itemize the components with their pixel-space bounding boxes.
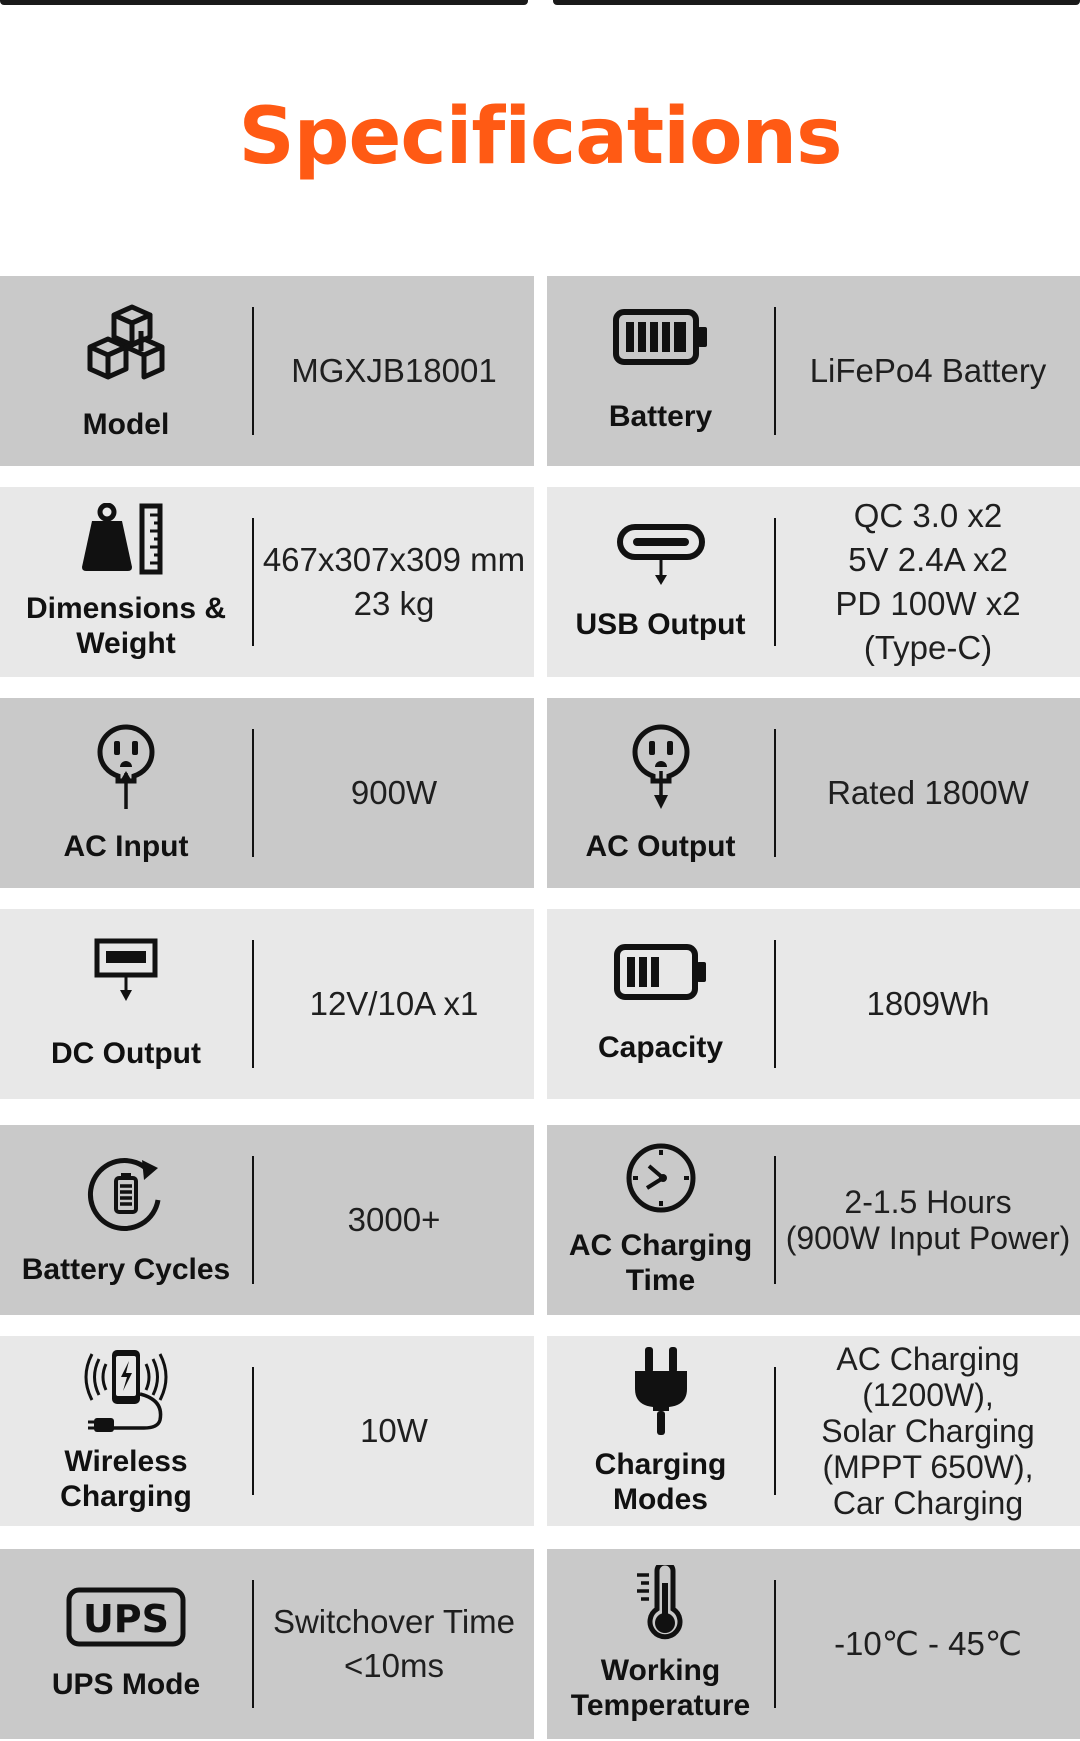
spec-label: Dimensions & Weight: [25, 592, 227, 660]
spec-value: 10W: [360, 1412, 428, 1449]
svg-text:UPS: UPS: [82, 1596, 170, 1641]
spec-card-battery-cycles: [0, 1125, 534, 1315]
spec-label: DC Output: [51, 1036, 201, 1070]
spec-label: Battery Cycles: [21, 1252, 231, 1286]
spec-label: Battery: [608, 399, 713, 433]
spec-label: AC Input: [63, 829, 189, 863]
spec-label: USB Output: [575, 607, 746, 641]
spec-label: Capacity: [597, 1030, 724, 1064]
battery-cycle-icon: [86, 1154, 166, 1234]
spec-card-model: [0, 276, 534, 466]
spec-value: 900W: [350, 774, 438, 811]
spec-value: 12V/10A x1: [309, 985, 479, 1022]
outlet-input-icon: [96, 723, 156, 811]
spec-card-ac-input: [0, 698, 534, 888]
top-divider-left: [0, 0, 528, 5]
spec-card-working-temperature: [547, 1549, 1080, 1739]
spec-label: Model: [82, 407, 170, 441]
spec-value: -10℃ - 45℃: [834, 1625, 1022, 1662]
battery-full-icon: [613, 309, 709, 365]
spec-label: Wireless Charging: [60, 1445, 192, 1513]
spec-card-battery: [547, 276, 1080, 466]
dc-port-icon: [94, 938, 158, 1004]
spec-value: LiFePo4 Battery: [809, 352, 1047, 389]
spec-card-dc-output: [0, 909, 534, 1099]
usb-c-icon: [617, 523, 705, 587]
spec-card-usb-output: [547, 487, 1080, 677]
spec-label: Working Temperature: [570, 1654, 751, 1722]
page-title: Specifications: [238, 92, 842, 182]
spec-label: AC Charging Time: [568, 1229, 753, 1297]
spec-value: Rated 1800W: [827, 774, 1029, 811]
cubes-icon: [84, 301, 168, 385]
spec-value: 1809Wh: [866, 985, 990, 1022]
spec-label: AC Output: [585, 829, 736, 863]
outlet-output-icon: [631, 723, 691, 811]
spec-value: 467x307x309 mm 23 kg: [262, 541, 526, 622]
wireless-phone-icon: [84, 1348, 168, 1432]
weight-ruler-icon: [80, 503, 172, 575]
spec-value: AC Charging (1200W), Solar Charging (MPPT 650W), Car Charging: [821, 1341, 1035, 1521]
spec-card-ac-charging-time: [547, 1125, 1080, 1315]
spec-card-dimensions: [0, 487, 534, 677]
top-divider-right: [553, 0, 1080, 5]
spec-value: Switchover Time <10ms: [272, 1603, 516, 1684]
clock-icon: [625, 1142, 697, 1214]
spec-value: MGXJB18001: [291, 352, 497, 389]
spec-card-ac-output: [547, 698, 1080, 888]
thermometer-icon: [633, 1565, 689, 1641]
spec-card-charging-modes: [547, 1336, 1080, 1526]
battery-partial-icon: [614, 944, 708, 1000]
spec-label: UPS Mode: [51, 1667, 201, 1701]
spec-value: 2-1.5 Hours (900W Input Power): [785, 1184, 1071, 1256]
spec-card-capacity: [547, 909, 1080, 1099]
spec-card-wireless-charging: [0, 1336, 534, 1526]
spec-label: Charging Modes: [594, 1448, 727, 1516]
spec-value: QC 3.0 x2 5V 2.4A x2 PD 100W x2 (Type-C): [835, 497, 1021, 666]
spec-card-ups-mode: [0, 1549, 534, 1739]
ups-icon: [66, 1587, 186, 1647]
spec-value: 3000+: [347, 1201, 441, 1238]
plug-icon: [633, 1345, 689, 1437]
